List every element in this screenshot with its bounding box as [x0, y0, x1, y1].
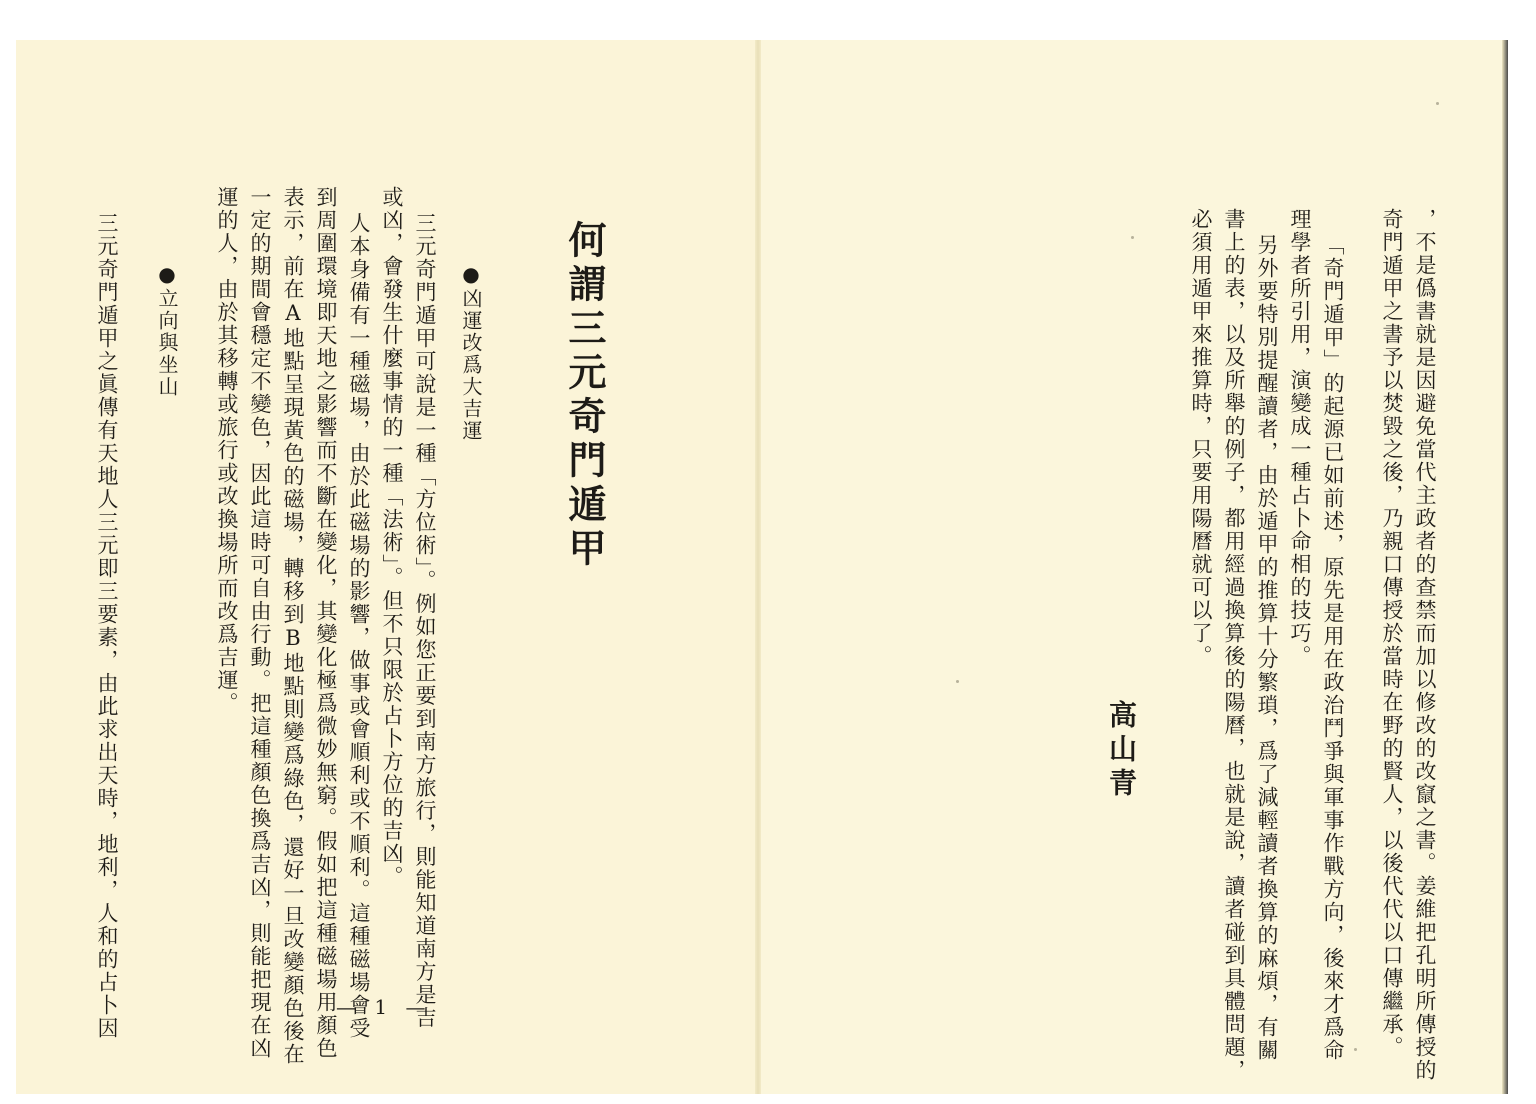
right-page-line-1: ，不是僞書就是因避免當代主政者的查禁而加以修改的改竄之書。姜維把孔明所傳授的: [1413, 208, 1437, 1082]
book-gutter: [755, 40, 761, 1094]
right-page-line-4: 理學者所引用，演變成一種占卜命相的技巧。: [1288, 208, 1312, 668]
body-line-3: 人本身備有一種磁場，由於此磁場的影響，做事或會順利或不順利。這種磁場會受: [347, 212, 371, 1040]
right-page-line-2: 奇門遁甲之書予以焚毀之後，乃親口傳授於當時在野的賢人，以後代代以口傳繼承。: [1380, 208, 1404, 1059]
section-heading-2: ●立向與坐山: [155, 262, 179, 398]
body-line-7: 運的人，由於其移轉或旅行或改換場所而改爲吉運。: [215, 186, 239, 715]
scan-speck: [1131, 236, 1134, 239]
chapter-title: 何謂三元奇門遁甲: [562, 220, 606, 572]
body-line-8: 三元奇門遁甲之眞傳有天地人三元即三要素，由此求出天時，地利，人和的占卜因: [95, 212, 119, 1040]
body-line-1: 三元奇門遁甲可說是一種「方位術」。例如您正要到南方旅行，則能知道南方是吉: [413, 212, 437, 1030]
right-page-line-3: 「奇門遁甲」的起源已如前述，原先是用在政治鬥爭與軍事作戰方向，後來才爲命: [1321, 234, 1345, 1062]
section-heading-1: ●凶運改爲大吉運: [459, 262, 483, 442]
page-number: — 1 —: [336, 995, 432, 1019]
scan-speck: [1354, 1048, 1357, 1051]
body-line-6: 一定的期間會穩定不變色，因此這時可自由行動。把這種顏色換爲吉凶，則能把現在凶: [248, 186, 272, 1060]
right-page-line-6: 書上的表，以及所舉的例子，都用經過換算後的陽曆，也就是說，讀者碰到具體問題，: [1222, 208, 1246, 1082]
right-page-line-7: 必須用遁甲來推算時，只要用陽曆就可以了。: [1189, 208, 1213, 668]
body-line-4: 到周圍環境即天地之影響而不斷在變化，其變化極爲微妙無窮。假如把這種磁場用顏色: [314, 186, 338, 1060]
book-spread: [16, 40, 1506, 1094]
body-line-5: 表示，前在A地點呈現黃色的磁場，轉移到B地點則變爲綠色，還好一旦改變顏色後在: [281, 186, 305, 1066]
author-name: 高山青: [1105, 700, 1138, 802]
body-line-2: 或凶，會發生什麼事情的一種「法術」。但不只限於占卜方位的吉凶。: [380, 186, 404, 889]
page-edge: [1502, 40, 1508, 1094]
right-page-line-5: 另外要特別提醒讀者，由於遁甲的推算十分繁瑣，爲了減輕讀者換算的麻煩，有關: [1255, 234, 1279, 1062]
scan-speck: [956, 680, 959, 683]
scan-speck: [1436, 102, 1439, 105]
